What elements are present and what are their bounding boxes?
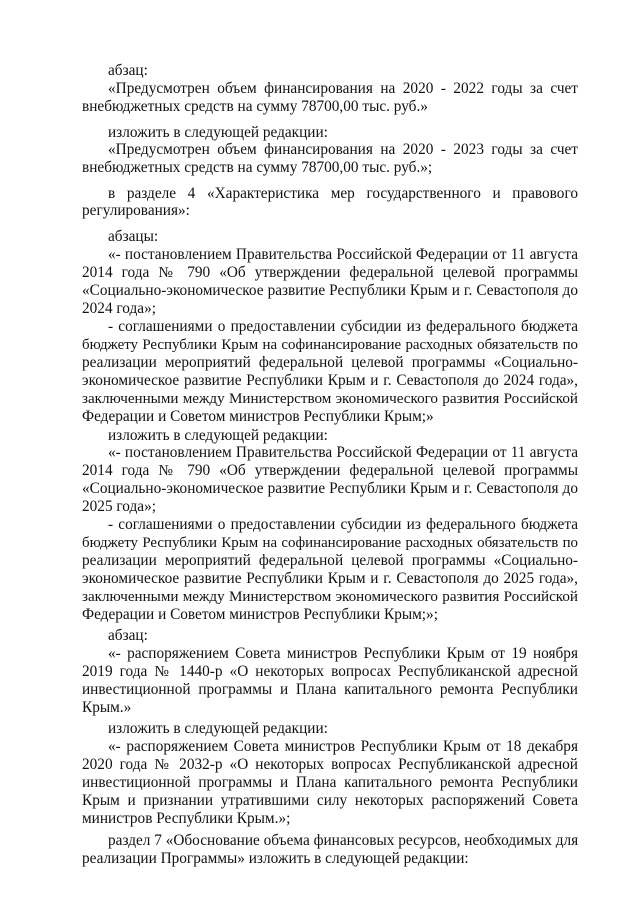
text-line: абзацы: [108, 228, 159, 245]
text-line: внебюджетных средств на сумму 78700,00 тыс. руб.» [82, 98, 428, 115]
text-line: заключенными между Министерством экономического развития Российской [82, 391, 578, 407]
text-line: изложить в следующей редакции: [108, 124, 328, 141]
text-line: абзац: [108, 62, 148, 79]
text-line: бюджету Республики Крым на софинансирование расходных обязательств по [82, 535, 578, 551]
text-line: внебюджетных средств на сумму 78700,00 тыс. руб.»; [82, 159, 433, 176]
text-line: раздел 7 «Обоснование объема финансовых ресурсов, необходимых для [108, 832, 579, 849]
text-line: Федерации и Советом министров Республики Крым;»; [82, 606, 438, 623]
text-line: «- распоряжением Совета министров Республики Крым от 18 декабря [108, 738, 578, 755]
text-line: министров Республики Крым.»; [82, 810, 291, 827]
text-line: Федерации и Советом министров Республики Крым;» [82, 408, 434, 425]
text-line: «Социально-экономическое развитие Республики Крым и г. Севастополя до [82, 282, 578, 299]
text-line: - соглашениями о предоставлении субсидии из федерального бюджета [108, 516, 578, 533]
text-line: 2020 года № 2032-р «О некоторых вопросах Республиканской адресной [82, 756, 578, 773]
text-line: «- постановлением Правительства Российской Федерации от 11 августа [108, 444, 578, 461]
text-line: инвестиционной программы и Плана капитального ремонта Республики [82, 774, 578, 791]
text-line: «Предусмотрен объем финансирования на 2020 - 2023 годы за счет [108, 141, 578, 158]
text-line: абзац: [108, 627, 148, 644]
text-line: в разделе 4 «Характеристика мер государственного и правового [108, 185, 578, 202]
text-line: изложить в следующей редакции: [108, 427, 328, 444]
text-line: изложить в следующей редакции: [108, 720, 328, 737]
text-line: «- постановлением Правительства Российской Федерации от 11 августа [108, 246, 578, 263]
text-line: 2014 года № 790 «Об утверждении федеральной целевой программы [82, 264, 578, 281]
text-line: реализации мероприятий федеральной целевой программы «Социально- [82, 552, 578, 569]
text-line: 2014 года № 790 «Об утверждении федеральной целевой программы [82, 462, 578, 479]
text-line: реализации Программы» изложить в следующей редакции: [82, 850, 469, 867]
text-line: «- распоряжением Совета министров Республики Крым от 19 ноября [108, 645, 578, 662]
text-line: - соглашениями о предоставлении субсидии из федерального бюджета [108, 318, 578, 335]
text-line: экономическое развитие Республики Крым и г. Севастополя до 2024 года», [82, 372, 578, 389]
text-line: экономическое развитие Республики Крым и г. Севастополя до 2025 года», [82, 570, 578, 587]
text-line: бюджету Республики Крым на софинансирование расходных обязательств по [82, 337, 578, 353]
text-line: заключенными между Министерством экономического развития Российской [82, 589, 578, 605]
text-line: 2025 года»; [82, 498, 156, 515]
text-line: инвестиционной программы и Плана капитального ремонта Республики [82, 681, 578, 698]
text-line: Крым.» [82, 699, 132, 716]
text-line: 2019 года № 1440-р «О некоторых вопросах Республиканской адресной [82, 663, 578, 680]
text-line: Крым и признании утратившими силу некоторых распоряжений Совета [82, 792, 578, 809]
text-line: «Социально-экономическое развитие Республики Крым и г. Севастополя до [82, 480, 578, 497]
text-line: 2024 года»; [82, 300, 156, 317]
text-line: «Предусмотрен объем финансирования на 2020 - 2022 годы за счет [108, 80, 578, 97]
text-line: реализации мероприятий федеральной целевой программы «Социально- [82, 354, 578, 371]
text-line: регулирования»: [82, 202, 190, 219]
